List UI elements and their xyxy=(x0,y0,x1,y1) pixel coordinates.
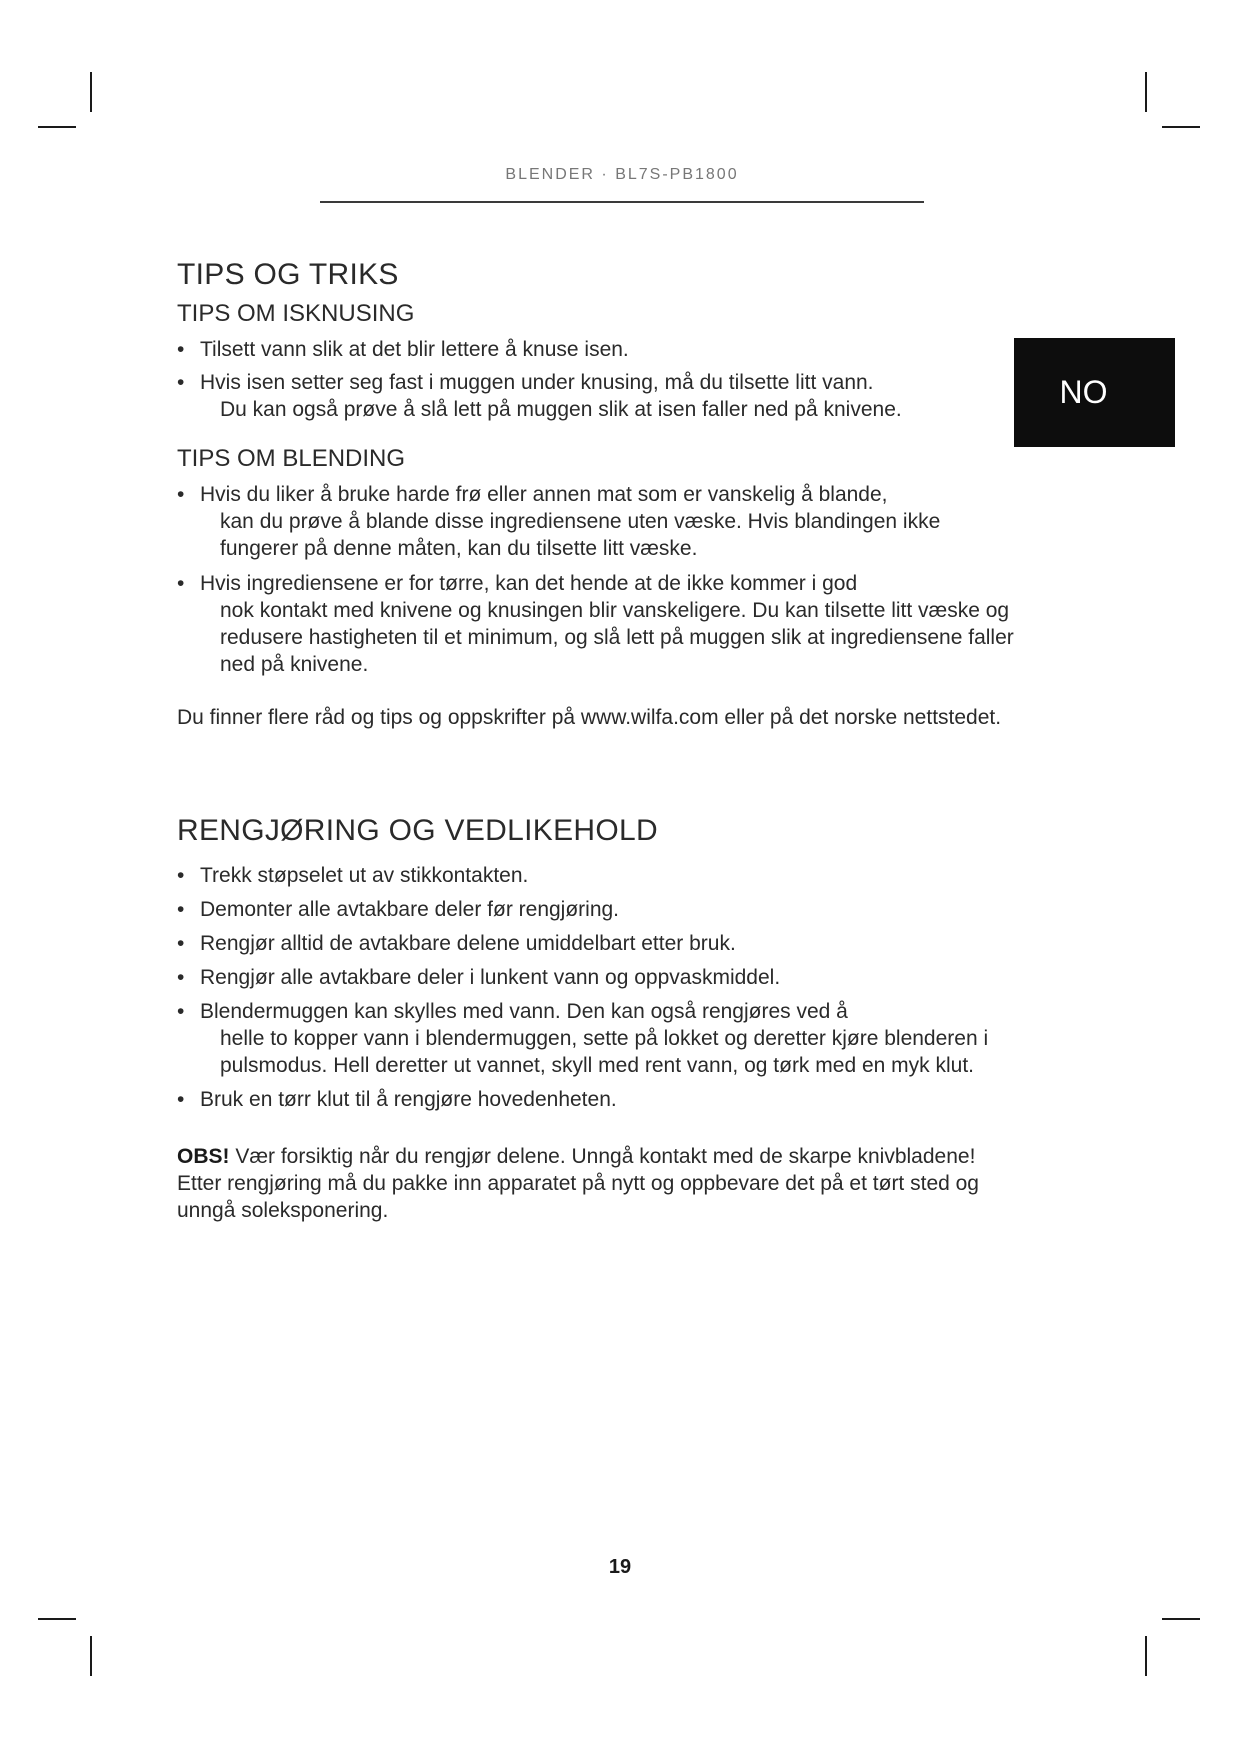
crop-mark-top-left-v xyxy=(90,72,92,112)
obs-text: Vær forsiktig når du rengjør delene. Unngå kontakt med de skarpe knivbladene! Etter rengjøring må du pakke inn apparatet på nytt og oppbevare det på et tørt sted og unngå soleksponering. xyxy=(177,1145,979,1222)
list-item: • Hvis isen setter seg fast i muggen under knusing, må du tilsette litt vann. Du kan også prøve å slå lett på muggen slik at isen faller ned på knivene. xyxy=(177,371,902,421)
bullet: • xyxy=(177,1000,185,1023)
header-rule xyxy=(320,201,924,203)
crop-mark-top-left-h xyxy=(38,126,76,128)
bullet: • xyxy=(177,1088,185,1111)
page-number: 19 xyxy=(608,1556,632,1578)
section-title-cleaning: RENGJØRING OG VEDLIKEHOLD xyxy=(177,814,658,847)
crop-mark-bottom-right-v xyxy=(1145,1636,1147,1676)
running-header: BLENDER · BL7S-PB1800 xyxy=(505,166,739,183)
blend-tips-list xyxy=(177,481,1017,678)
language-tab xyxy=(1014,338,1175,447)
bullet: • xyxy=(177,966,185,989)
list-item: • Demonter alle avtakbare deler før rengjøring. xyxy=(177,898,620,921)
bullet: • xyxy=(177,371,185,394)
crop-mark-bottom-right-h xyxy=(1162,1618,1200,1620)
subheading-ice: TIPS OM ISKNUSING xyxy=(177,300,415,327)
ice-tips-list xyxy=(177,336,1017,423)
language-tab-label: NO xyxy=(1059,374,1108,410)
subheading-blend: TIPS OM BLENDING xyxy=(177,445,406,472)
list-item: • Trekk støpselet ut av stikkontakten. xyxy=(177,864,529,887)
obs-label: OBS! xyxy=(177,1145,230,1168)
obs-paragraph xyxy=(177,1143,1017,1224)
bullet: • xyxy=(177,483,185,506)
crop-mark-bottom-left-h xyxy=(38,1618,76,1620)
cleaning-list xyxy=(177,862,1017,1113)
bullet: • xyxy=(177,864,185,887)
bullet: • xyxy=(177,898,185,921)
crop-mark-top-right-v xyxy=(1145,72,1147,112)
crop-mark-bottom-left-v xyxy=(90,1636,92,1676)
list-item: • Bruk en tørr klut til å rengjøre hovedenheten. xyxy=(177,1088,617,1111)
section-title-tips: TIPS OG TRIKS xyxy=(177,258,399,291)
bullet: • xyxy=(177,338,185,361)
more-tips-paragraph: Du finner flere råd og tips og oppskrifter på www.wilfa.com eller på det norske nettstedet. xyxy=(177,706,1002,729)
page-content xyxy=(177,258,1017,1224)
bullet: • xyxy=(177,572,185,595)
bullet: • xyxy=(177,932,185,955)
crop-mark-top-right-h xyxy=(1162,126,1200,128)
list-item: • Tilsett vann slik at det blir lettere å knuse isen. xyxy=(177,338,629,361)
list-item: • Hvis du liker å bruke harde frø eller annen mat som er vanskelig å blande, kan du prøve å blande disse ingrediensene uten væske. Hvis blandingen ikke fungerer på denne måten, kan du tilsette litt væske. xyxy=(177,483,941,560)
list-item: • Rengjør alle avtakbare deler i lunkent vann og oppvaskmiddel. xyxy=(177,966,781,989)
list-item: • Hvis ingrediensene er for tørre, kan det hende at de ikke kommer i god nok kontakt med knivene og knusingen blir vanskeligere. Du kan tilsette litt væske og redusere hastigheten til et minimum, og slå lett på muggen slik at ingrediensene faller ned på knivene. xyxy=(177,572,1014,676)
list-item: • Blendermuggen kan skylles med vann. Den kan også rengjøres ved å helle to kopper vann i blendermuggen, sette på lokket og deretter kjøre blenderen i pulsmodus. Hell deretter ut vannet, skyll med rent vann, og tørk med en myk klut. xyxy=(177,1000,989,1077)
list-item: • Rengjør alltid de avtakbare delene umiddelbart etter bruk. xyxy=(177,932,736,955)
